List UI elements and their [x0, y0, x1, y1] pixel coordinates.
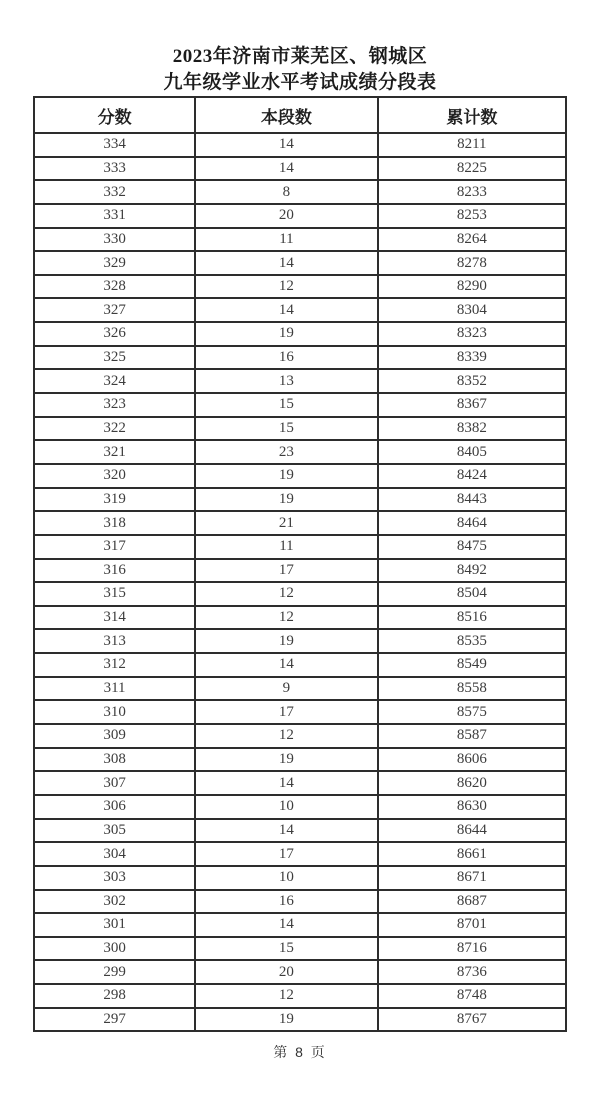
- table-header-row: [34, 97, 566, 133]
- score-cell: 312: [34, 653, 195, 677]
- table-row: [34, 251, 566, 275]
- segment-count-cell: 19: [195, 322, 377, 346]
- cumulative-count-cell: 8504: [378, 582, 566, 606]
- header-cumulative-count: 累计数: [378, 97, 566, 133]
- table-row: [34, 535, 566, 559]
- table-row: [34, 417, 566, 441]
- score-cell: 300: [34, 937, 195, 961]
- score-cell: 315: [34, 582, 195, 606]
- table-row: [34, 771, 566, 795]
- segment-count-cell: 12: [195, 724, 377, 748]
- segment-count-cell: 19: [195, 464, 377, 488]
- cumulative-count-cell: 8352: [378, 369, 566, 393]
- score-cell: 334: [34, 133, 195, 157]
- table-row: [34, 748, 566, 772]
- header-segment-count: 本段数: [195, 97, 377, 133]
- segment-count-cell: 14: [195, 251, 377, 275]
- document-title: [0, 44, 600, 96]
- cumulative-count-cell: 8701: [378, 913, 566, 937]
- table-row: [34, 960, 566, 984]
- segment-count-cell: 17: [195, 700, 377, 724]
- score-cell: 311: [34, 677, 195, 701]
- cumulative-count-cell: 8687: [378, 890, 566, 914]
- cumulative-count-cell: 8233: [378, 180, 566, 204]
- table-row: [34, 795, 566, 819]
- table-row: [34, 464, 566, 488]
- score-cell: 302: [34, 890, 195, 914]
- segment-count-cell: 8: [195, 180, 377, 204]
- table-row: [34, 275, 566, 299]
- score-cell: 323: [34, 393, 195, 417]
- cumulative-count-cell: 8661: [378, 842, 566, 866]
- cumulative-count-cell: 8264: [378, 228, 566, 252]
- segment-count-cell: 20: [195, 204, 377, 228]
- cumulative-count-cell: 8304: [378, 298, 566, 322]
- score-cell: 297: [34, 1008, 195, 1032]
- cumulative-count-cell: 8443: [378, 488, 566, 512]
- cumulative-count-cell: 8225: [378, 157, 566, 181]
- score-cell: 321: [34, 440, 195, 464]
- segment-count-cell: 14: [195, 653, 377, 677]
- cumulative-count-cell: 8382: [378, 417, 566, 441]
- segment-count-cell: 10: [195, 795, 377, 819]
- table-row: [34, 511, 566, 535]
- segment-count-cell: 19: [195, 488, 377, 512]
- segment-count-cell: 11: [195, 228, 377, 252]
- segment-count-cell: 14: [195, 298, 377, 322]
- segment-count-cell: 14: [195, 819, 377, 843]
- score-cell: 331: [34, 204, 195, 228]
- score-cell: 330: [34, 228, 195, 252]
- cumulative-count-cell: 8748: [378, 984, 566, 1008]
- segment-count-cell: 10: [195, 866, 377, 890]
- table-row: [34, 582, 566, 606]
- table-row: [34, 653, 566, 677]
- score-cell: 309: [34, 724, 195, 748]
- cumulative-count-cell: 8253: [378, 204, 566, 228]
- score-cell: 322: [34, 417, 195, 441]
- score-cell: 320: [34, 464, 195, 488]
- cumulative-count-cell: 8644: [378, 819, 566, 843]
- cumulative-count-cell: 8278: [378, 251, 566, 275]
- score-cell: 298: [34, 984, 195, 1008]
- cumulative-count-cell: 8475: [378, 535, 566, 559]
- segment-count-cell: 12: [195, 984, 377, 1008]
- cumulative-count-cell: 8464: [378, 511, 566, 535]
- table-row: [34, 180, 566, 204]
- score-cell: 316: [34, 559, 195, 583]
- score-cell: 310: [34, 700, 195, 724]
- score-cell: 307: [34, 771, 195, 795]
- table-row: [34, 700, 566, 724]
- segment-count-cell: 9: [195, 677, 377, 701]
- segment-count-cell: 19: [195, 629, 377, 653]
- score-cell: 325: [34, 346, 195, 370]
- table-row: [34, 677, 566, 701]
- cumulative-count-cell: 8575: [378, 700, 566, 724]
- segment-count-cell: 17: [195, 842, 377, 866]
- table-row: [34, 937, 566, 961]
- table-row: [34, 393, 566, 417]
- table-row: [34, 204, 566, 228]
- table-row: [34, 440, 566, 464]
- title-line-2: 九年级学业水平考试成绩分段表: [163, 72, 437, 93]
- score-cell: 329: [34, 251, 195, 275]
- segment-count-cell: 16: [195, 890, 377, 914]
- segment-count-cell: 17: [195, 559, 377, 583]
- table-row: [34, 298, 566, 322]
- segment-count-cell: 16: [195, 346, 377, 370]
- cumulative-count-cell: 8767: [378, 1008, 566, 1032]
- score-cell: 324: [34, 369, 195, 393]
- page-number-footer: 第 8 页: [273, 1044, 327, 1060]
- table-row: [34, 346, 566, 370]
- cumulative-count-cell: 8587: [378, 724, 566, 748]
- table-row: [34, 133, 566, 157]
- table-row: [34, 819, 566, 843]
- score-cell: 306: [34, 795, 195, 819]
- score-cell: 304: [34, 842, 195, 866]
- segment-count-cell: 14: [195, 157, 377, 181]
- score-cell: 314: [34, 606, 195, 630]
- segment-count-cell: 13: [195, 369, 377, 393]
- score-cell: 318: [34, 511, 195, 535]
- table-row: [34, 606, 566, 630]
- segment-count-cell: 15: [195, 417, 377, 441]
- segment-count-cell: 23: [195, 440, 377, 464]
- table-row: [34, 228, 566, 252]
- table-row: [34, 890, 566, 914]
- cumulative-count-cell: 8535: [378, 629, 566, 653]
- score-cell: 317: [34, 535, 195, 559]
- cumulative-count-cell: 8290: [378, 275, 566, 299]
- score-cell: 303: [34, 866, 195, 890]
- score-cell: 313: [34, 629, 195, 653]
- cumulative-count-cell: 8424: [378, 464, 566, 488]
- table-row: [34, 984, 566, 1008]
- score-cell: 299: [34, 960, 195, 984]
- score-distribution-table: [33, 96, 567, 1032]
- table-row: [34, 1008, 566, 1032]
- cumulative-count-cell: 8339: [378, 346, 566, 370]
- cumulative-count-cell: 8549: [378, 653, 566, 677]
- title-line-1: 2023年济南市莱芜区、钢城区: [172, 46, 428, 67]
- segment-count-cell: 20: [195, 960, 377, 984]
- segment-count-cell: 21: [195, 511, 377, 535]
- cumulative-count-cell: 8323: [378, 322, 566, 346]
- table-row: [34, 488, 566, 512]
- score-cell: 326: [34, 322, 195, 346]
- table-row: [34, 866, 566, 890]
- score-cell: 333: [34, 157, 195, 181]
- score-cell: 332: [34, 180, 195, 204]
- cumulative-count-cell: 8671: [378, 866, 566, 890]
- segment-count-cell: 15: [195, 937, 377, 961]
- segment-count-cell: 12: [195, 582, 377, 606]
- segment-count-cell: 15: [195, 393, 377, 417]
- header-score: 分数: [34, 97, 195, 133]
- segment-count-cell: 11: [195, 535, 377, 559]
- segment-count-cell: 19: [195, 1008, 377, 1032]
- score-cell: 327: [34, 298, 195, 322]
- table-row: [34, 322, 566, 346]
- cumulative-count-cell: 8405: [378, 440, 566, 464]
- table-row: [34, 369, 566, 393]
- cumulative-count-cell: 8211: [378, 133, 566, 157]
- cumulative-count-cell: 8367: [378, 393, 566, 417]
- table-row: [34, 913, 566, 937]
- cumulative-count-cell: 8736: [378, 960, 566, 984]
- score-cell: 328: [34, 275, 195, 299]
- cumulative-count-cell: 8516: [378, 606, 566, 630]
- table-row: [34, 559, 566, 583]
- segment-count-cell: 14: [195, 771, 377, 795]
- segment-count-cell: 19: [195, 748, 377, 772]
- segment-count-cell: 14: [195, 133, 377, 157]
- cumulative-count-cell: 8620: [378, 771, 566, 795]
- table-row: [34, 724, 566, 748]
- cumulative-count-cell: 8630: [378, 795, 566, 819]
- segment-count-cell: 12: [195, 275, 377, 299]
- table-row: [34, 629, 566, 653]
- score-cell: 319: [34, 488, 195, 512]
- table-row: [34, 842, 566, 866]
- score-cell: 301: [34, 913, 195, 937]
- cumulative-count-cell: 8492: [378, 559, 566, 583]
- score-cell: 308: [34, 748, 195, 772]
- cumulative-count-cell: 8558: [378, 677, 566, 701]
- segment-count-cell: 14: [195, 913, 377, 937]
- cumulative-count-cell: 8716: [378, 937, 566, 961]
- cumulative-count-cell: 8606: [378, 748, 566, 772]
- segment-count-cell: 12: [195, 606, 377, 630]
- table-row: [34, 157, 566, 181]
- score-cell: 305: [34, 819, 195, 843]
